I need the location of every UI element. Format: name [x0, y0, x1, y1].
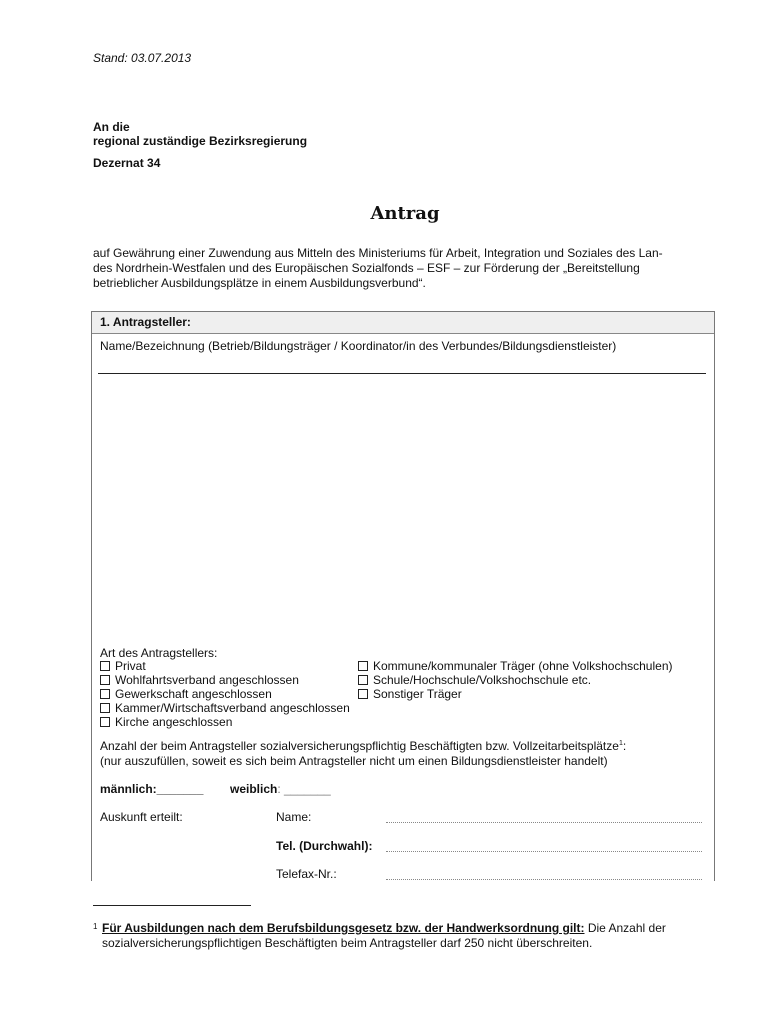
female-label: weiblich: [230, 782, 278, 796]
checkbox[interactable]: [100, 661, 110, 671]
option-gewerkschaft[interactable]: [100, 687, 272, 701]
colon: :: [622, 739, 627, 753]
option-label: Privat: [115, 659, 146, 673]
section-heading: 1. Antragsteller:: [92, 312, 714, 334]
footnote-separator: [93, 905, 251, 906]
female-blank: : _______: [277, 782, 331, 796]
checkbox[interactable]: [358, 661, 368, 671]
document-title: Antrag: [370, 203, 440, 224]
footnote-number: 1: [93, 922, 98, 931]
male-blank: _______: [156, 782, 204, 796]
option-privat[interactable]: [100, 659, 146, 673]
art-label: Art des Antragstellers:: [100, 646, 218, 660]
fax-label: Telefax-Nr.:: [276, 867, 337, 881]
option-kirche[interactable]: [100, 715, 232, 729]
option-label: Kirche angeschlossen: [115, 715, 233, 729]
checkbox[interactable]: [358, 675, 368, 685]
contact-name-field[interactable]: [386, 822, 702, 823]
footnote-text-line2: sozialversicherungspflichtigen Beschäftigten beim Antragsteller darf 250 nicht überschreiten.: [102, 936, 593, 950]
count-hint: (nur auszufüllen, soweit es sich beim Antragsteller nicht um einen Bildungsdienstleister handelt): [100, 754, 608, 768]
footnote: [93, 921, 723, 951]
option-wohlfahrtsverband[interactable]: [100, 673, 299, 687]
option-kammer[interactable]: [100, 701, 350, 715]
fax-field[interactable]: [386, 879, 702, 880]
recipient-line-2: regional zuständige Bezirksregierung: [93, 134, 308, 148]
recipient-department: Dezernat 34: [93, 156, 161, 170]
option-label: Kommune/kommunaler Träger (ohne Volkshochschulen): [373, 659, 673, 673]
checkbox[interactable]: [100, 717, 110, 727]
option-kommune[interactable]: [358, 659, 672, 673]
recipient-line-1: An die: [93, 120, 130, 134]
applicant-section: [91, 311, 715, 881]
footnote-ref: 1: [618, 740, 623, 747]
intro-line: des Nordrhein-Westfalen und des Europäischen Sozialfonds – ESF – zur Förderung der „Bereitstellung: [93, 261, 640, 275]
intro-line: betrieblicher Ausbildungsplätze in einem Ausbildungsverbund“.: [93, 276, 426, 290]
name-entry-line[interactable]: [98, 373, 706, 374]
option-label: Schule/Hochschule/Volkshochschule etc.: [373, 673, 592, 687]
checkbox[interactable]: [358, 689, 368, 699]
option-label: Gewerkschaft angeschlossen: [115, 687, 272, 701]
count-label: Anzahl der beim Antragsteller sozialversicherungspflichtig Beschäftigten bzw. Vollzeitarbeitsplätze: [100, 739, 619, 753]
female-count[interactable]: [230, 782, 331, 796]
checkbox[interactable]: [100, 675, 110, 685]
phone-label: Tel. (Durchwahl):: [276, 839, 373, 853]
document-date: Stand: 03.07.2013: [93, 51, 192, 65]
male-label: männlich:: [100, 782, 157, 796]
name-label: Name/Bezeichnung (Betrieb/Bildungsträger / Koordinator/in des Verbundes/Bildungsdienstleister): [100, 339, 617, 353]
intro-line: auf Gewährung einer Zuwendung aus Mitteln des Ministeriums für Arbeit, Integration und Soziales des Lan-: [93, 246, 663, 260]
contact-name-label: Name:: [276, 810, 312, 824]
option-schule[interactable]: [358, 673, 591, 687]
option-label: Kammer/Wirtschaftsverband angeschlossen: [115, 701, 350, 715]
option-label: Wohlfahrtsverband angeschlossen: [115, 673, 299, 687]
employee-count-note: [100, 736, 712, 769]
checkbox[interactable]: [100, 689, 110, 699]
option-sonstiger[interactable]: [358, 687, 462, 701]
checkbox[interactable]: [100, 703, 110, 713]
phone-field[interactable]: [386, 851, 702, 852]
footnote-text: Die Anzahl der: [584, 921, 666, 935]
footnote-bold-text: Für Ausbildungen nach dem Berufsbildungsgesetz bzw. der Handwerksordnung gilt:: [102, 921, 585, 935]
intro-paragraph: [93, 246, 713, 291]
male-count[interactable]: [100, 782, 203, 796]
option-label: Sonstiger Träger: [373, 687, 462, 701]
contact-label: Auskunft erteilt:: [100, 810, 183, 824]
